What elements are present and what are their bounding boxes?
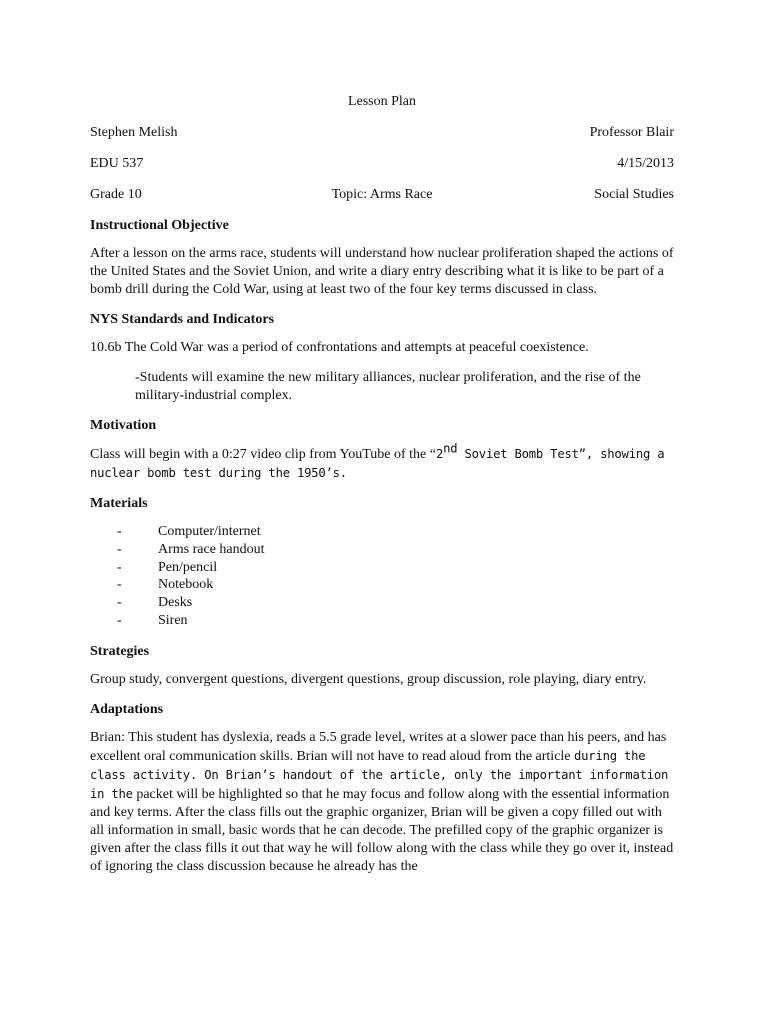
material-label: Siren bbox=[158, 612, 188, 628]
motivation-text-start: Class will begin with a 0:27 video clip from YouTube of the “ bbox=[90, 447, 436, 462]
grade-level: Grade 10 bbox=[90, 187, 142, 202]
document-title: Lesson Plan bbox=[347, 94, 417, 109]
motivation-heading: Motivation bbox=[90, 418, 157, 433]
course-code: EDU 537 bbox=[90, 156, 144, 171]
author-name: Stephen Melish bbox=[90, 125, 178, 140]
adaptations-text-a: Brian: This student has dyslexia, reads a 5.5 grade level, writes at a slower pace than his peers, and has excellent oral communication skills. Brian will not have to read aloud from the article bbox=[90, 729, 667, 764]
materials-heading: Materials bbox=[90, 496, 148, 511]
material-label: Pen/pencil bbox=[158, 559, 218, 575]
material-label: Notebook bbox=[158, 577, 214, 593]
list-item bbox=[90, 523, 674, 541]
list-dash: - bbox=[117, 595, 122, 611]
author-row bbox=[90, 124, 674, 142]
list-item bbox=[90, 612, 674, 630]
materials-list bbox=[90, 523, 674, 630]
lesson-topic: Topic: Arms Race bbox=[331, 187, 433, 202]
material-label: Computer/internet bbox=[158, 524, 261, 539]
grade-topic-row bbox=[90, 186, 674, 204]
adaptations-text-b: packet will be highlighted so that he may focus and follow along with the essential information and key terms. After the class fills out the graphic organizer, Brian will be given a copy filled out with all information in small, basic words that he can decode. The prefilled copy of the graphic organizer is given after the class fills it out that way he will follow along with the class while they go over it, instead of ignoring the class discussion because he already has the bbox=[90, 786, 674, 874]
material-label: Desks bbox=[158, 595, 193, 611]
list-item bbox=[90, 559, 674, 577]
adaptations-text-mixed: during the class activity. On Brian’s handout of the article, only the important information in the bbox=[90, 748, 669, 801]
material-label: Arms race handout bbox=[158, 541, 265, 557]
lesson-date: 4/15/2013 bbox=[617, 156, 674, 171]
standards-heading: NYS Standards and Indicators bbox=[90, 312, 274, 327]
motivation-text bbox=[90, 441, 674, 483]
motivation-ordinal-suffix: nd bbox=[443, 441, 458, 456]
objective-text: After a lesson on the arms race, students will understand how nuclear proliferation shaped the actions of the United States and the Soviet Union, and write a diary entry describing what it is like to be part of a bomb drill during the Cold War, using at least two of the four key terms discussed in class. bbox=[90, 246, 674, 297]
list-dash: - bbox=[117, 524, 122, 539]
list-dash: - bbox=[117, 541, 122, 557]
objective-heading: Instructional Objective bbox=[90, 218, 229, 233]
list-item bbox=[90, 541, 674, 559]
subject-area: Social Studies bbox=[594, 187, 675, 202]
adaptations-text bbox=[90, 729, 674, 876]
list-item bbox=[90, 594, 674, 612]
course-row bbox=[90, 155, 674, 173]
list-dash: - bbox=[117, 577, 122, 593]
motivation-text-ordinal: 2 bbox=[435, 447, 444, 461]
standard-text: 10.6b The Cold War was a period of confrontations and attempts at peaceful coexistence. bbox=[90, 340, 589, 355]
list-dash: - bbox=[117, 559, 122, 575]
strategies-text: Group study, convergent questions, divergent questions, group discussion, role playing, diary entry. bbox=[90, 671, 647, 687]
list-item bbox=[90, 576, 674, 594]
lesson-plan-page bbox=[90, 93, 674, 888]
motivation-text-end: Soviet Bomb Test”, showing a nuclear bomb test during the 1950’s. bbox=[90, 447, 665, 480]
professor-name: Professor Blair bbox=[589, 125, 674, 140]
adaptations-heading: Adaptations bbox=[90, 701, 164, 717]
strategies-heading: Strategies bbox=[90, 643, 150, 659]
indicator-text: -Students will examine the new military alliances, nuclear proliferation, and the rise of the military-industrial complex. bbox=[135, 370, 641, 403]
list-dash: - bbox=[117, 612, 122, 628]
